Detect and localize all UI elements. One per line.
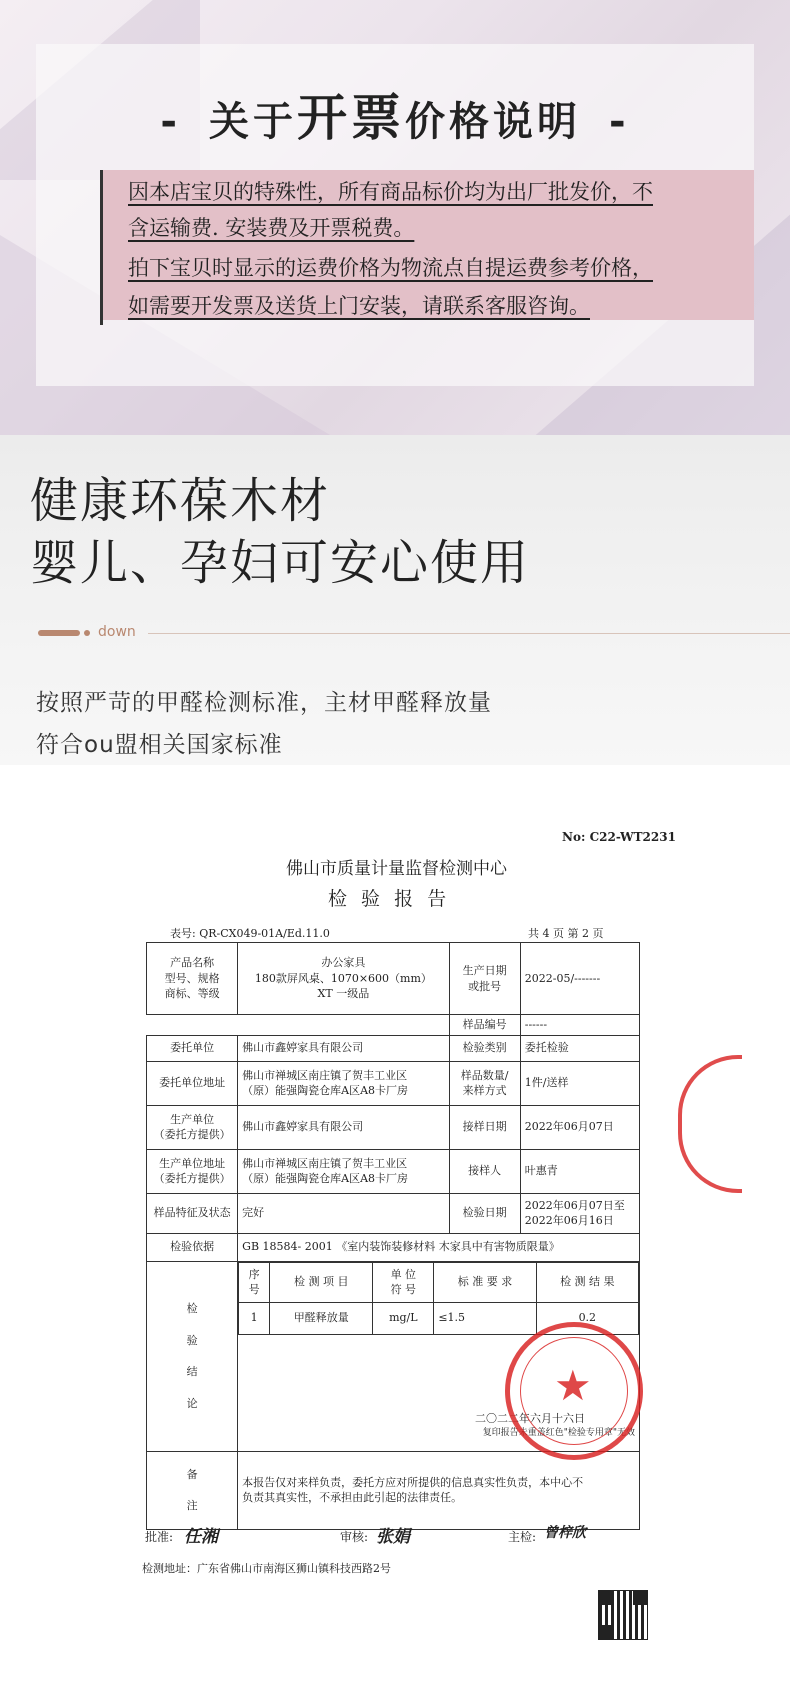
qr-code-icon [598,1590,648,1640]
test-address: 检测地址：广东省佛山市南海区狮山镇科技西路2号 [142,1562,391,1575]
notice-line: 含运输费. 安装费及开票税费。 [128,216,415,240]
notice-section [0,0,790,435]
down-divider-dot [84,630,90,636]
title-pre: 关于 [209,99,297,145]
review-label: 审核: [340,1530,369,1544]
report-org: 佛山市质量计量监督检测中心 [286,859,507,879]
title-post: 价格说明 [405,99,581,145]
title-highlight: 开票 [297,89,405,147]
copy-note: 复印报告未重盖红色"检验专用章"无效 [482,1427,635,1438]
approve-signature: 任湘 [184,1527,218,1547]
notice-bar [100,170,103,325]
down-divider-line [148,633,790,634]
notice-title: - 关于开票价格说明 - [160,89,630,147]
form-number: 表号: QR-CX049-01A/Ed.11.0 [170,927,330,940]
notice-line: 拍下宝贝时显示的运费价格为物流点自提运费参考价格， [128,256,653,280]
feature-headline: 婴儿、孕妇可安心使用 [30,535,531,591]
review-signature: 张娟 [376,1527,410,1547]
down-divider-pill [38,630,80,636]
feature-headline: 健康环葆木材 [30,473,331,529]
feature-subtext: 按照严苛的甲醛检测标准，主材甲醛释放量 [36,690,492,716]
page-count: 共 4 页 第 2 页 [528,927,604,940]
issue-date: 二〇二二年六月十六日 [475,1411,585,1425]
notice-line: 因本店宝贝的特殊性，所有商品标价均为出厂批发价，不 [128,180,653,204]
feature-subtext: 符合ou盟相关国家标准 [36,732,283,758]
official-stamp [505,1322,643,1460]
notice-line: 如需要开发票及送货上门安装，请联系客服咨询。 [128,294,590,318]
report-table: 产品名称 型号、规格 商标、等级 办公家具 180款屏风桌、1070×600（mm） XT 一级品 生产日期 或批号 2022-05/------- 样品编号 ------ 委托单位 佛山市鑫婷家具有限公司 检验类别 委托检验 委托单位地址 佛山市禅城区南庄镇了贺丰工业区 （原）能强陶瓷仓库A区A8卡厂房 样品数量/ 来样方式 1件/送样 生产单位 （委托方提供） 佛山市鑫婷家具有限公司 接样日期 2022年06月07日 生产单位地址 （委托方提供） 佛山市禅城区南庄镇了贺丰工业区 （原）能强陶瓷仓库A区A8卡厂房 接样人 叶惠青 样品特征及状态 完好 检验日期 2022年06月07日至 2022年06月16日 检验依据 GB 18584- 2001 《室内装饰装修材料 木家具中有害物质限量》 检 验 结 论 序 号 检 测 项 目 单 位 符 号 标 准 要 求 检 测 结 果 1 甲醛释放量 mg/L ≤1.5 0.2 二〇二二年六月十六日 复印报告未重盖红色"检验专用章"无效 备 注 本报告仅对来样负责，委托方应对所提供的信息真实性负责，本中心不 负责其真实性，不承担由此引起的法律责任。 [146,942,640,1530]
inspect-signature: 曾梓欣 [544,1525,586,1541]
remark-text: 本报告仅对来样负责，委托方应对所提供的信息真实性负责，本中心不 负责其真实性，不承担由此引起的法律责任。 [238,1451,640,1529]
star-icon: ★ [554,1361,592,1410]
report-title: 检 验 报 告 [328,888,451,910]
approve-label: 批准: [145,1530,174,1544]
results-table: 序 号 检 测 项 目 单 位 符 号 标 准 要 求 检 测 结 果 1 甲醛释放量 mg/L ≤1.5 0.2 [238,1262,639,1335]
down-label: down [98,624,136,640]
report-number: No: C22-WT2231 [562,830,676,844]
inspect-label: 主检: [508,1530,537,1544]
